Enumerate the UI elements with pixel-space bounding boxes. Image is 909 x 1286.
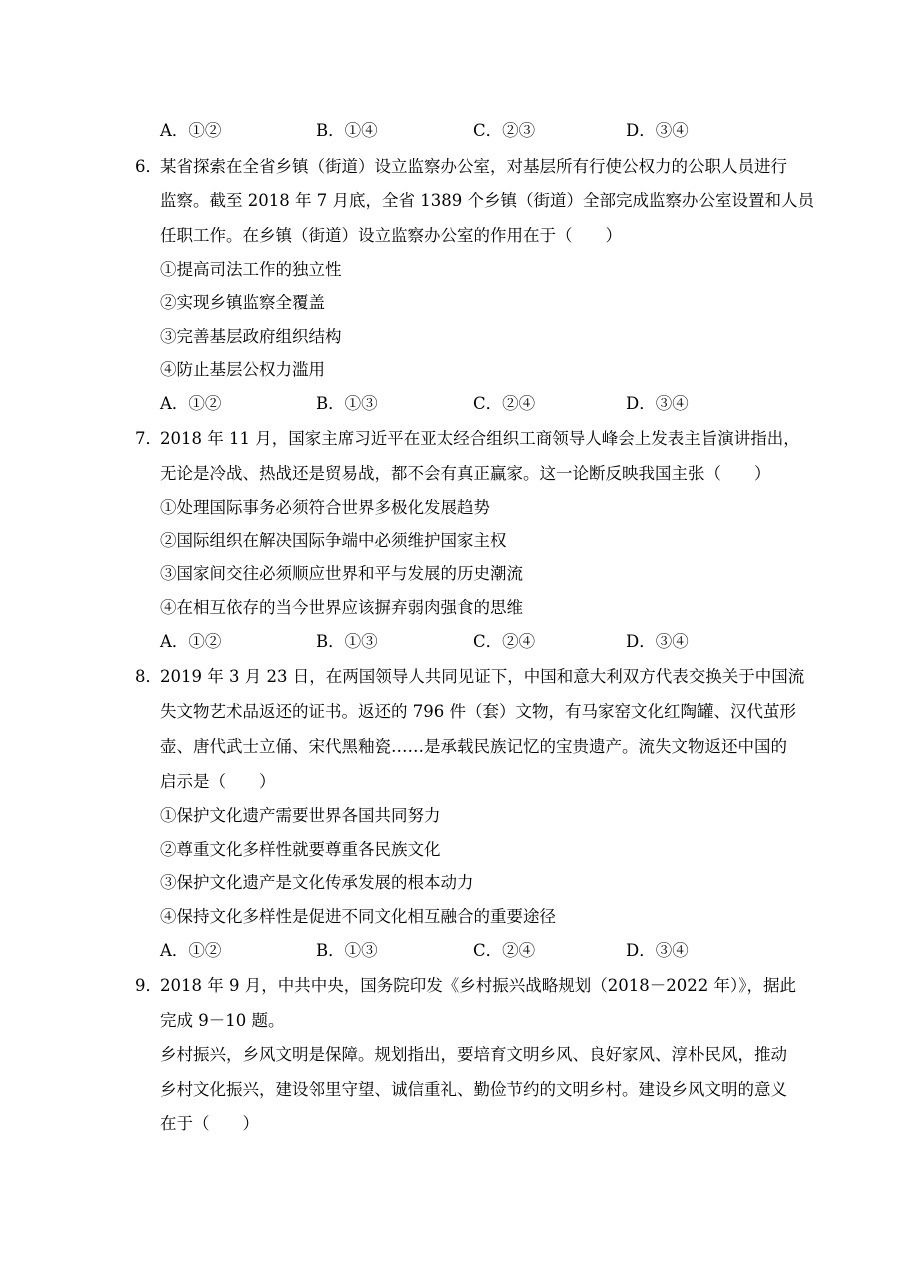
q6-statement: ①提高司法工作的独立性: [160, 260, 342, 279]
q9-number: 9．: [135, 976, 162, 995]
q9-passage-line: 在于（ ）: [160, 1114, 259, 1133]
q8-stem-line: 失文物艺术品返还的证书。返还的 796 件（套）文物，有马家窑文化红陶罐、汉代茧形: [160, 702, 796, 721]
q8-stem-line: 启示是（ ）: [160, 772, 276, 791]
q9-stem-line: 2018 年 9 月，中共中央，国务院印发《乡村振兴战略规划（2018－2022 年）》，据此: [160, 976, 796, 995]
q6-statement: ③完善基层政府组织结构: [160, 327, 342, 346]
q8-stem-line: 2019 年 3 月 23 日，在两国领导人共同见证下，中国和意大利双方代表交换关于中国流: [160, 667, 805, 686]
q6-option-c[interactable]: C．②④: [473, 394, 536, 413]
q8-number: 8．: [135, 667, 162, 686]
q7-statement: ①处理国际事务必须符合世界多极化发展趋势: [160, 498, 490, 517]
q7-option-a[interactable]: A．①②: [160, 632, 222, 651]
q7-options: [160, 631, 800, 653]
q7-number: 7．: [135, 429, 162, 448]
q7-option-b[interactable]: B．①③: [316, 632, 378, 651]
q6-option-d[interactable]: D．③④: [626, 394, 689, 413]
q6-number: 6．: [135, 157, 162, 176]
q7-statement: ④在相互依存的当今世界应该摒弃弱肉强食的思维: [160, 598, 523, 617]
q5-option-b[interactable]: B．①④: [316, 121, 378, 140]
q5-option-c[interactable]: C．②③: [473, 121, 536, 140]
q8-statement: ②尊重文化多样性就要尊重各民族文化: [160, 840, 441, 859]
q8-options: [160, 940, 800, 962]
q6-option-a[interactable]: A．①②: [160, 394, 222, 413]
q5-options: [160, 120, 800, 142]
q6-stem-line: 监察。截至 2018 年 7 月底，全省 1389 个乡镇（街道）全部完成监察办公室设置和人员: [160, 191, 814, 210]
q7-stem-line: 无论是冷战、热战还是贸易战，都不会有真正赢家。这一论断反映我国主张（ ）: [160, 464, 771, 483]
q9-passage-line: 乡村振兴，乡风文明是保障。规划指出，要培育文明乡风、良好家风、淳朴民风，推动: [160, 1045, 787, 1064]
q8-stem-line: 壶、唐代武士立俑、宋代黑釉瓷……是承载民族记忆的宝贵遗产。流失文物返还中国的: [160, 737, 787, 756]
q7-statement: ②国际组织在解决国际争端中必须维护国家主权: [160, 531, 507, 550]
q7-statement: ③国家间交往必须顺应世界和平与发展的历史潮流: [160, 564, 523, 583]
q8-statement: ③保护文化遗产是文化传承发展的根本动力: [160, 873, 474, 892]
q8-statement: ④保持文化多样性是促进不同文化相互融合的重要途径: [160, 907, 556, 926]
q8-statement: ①保护文化遗产需要世界各国共同努力: [160, 806, 441, 825]
q7-option-d[interactable]: D．③④: [626, 632, 689, 651]
q9-stem-line: 完成 9－10 题。: [160, 1011, 285, 1030]
q5-option-d[interactable]: D．③④: [626, 121, 689, 140]
q8-option-d[interactable]: D．③④: [626, 941, 689, 960]
q9-passage-line: 乡村文化振兴，建设邻里守望、诚信重礼、勤俭节约的文明乡村。建设乡风文明的意义: [160, 1080, 787, 1099]
q7-option-c[interactable]: C．②④: [473, 632, 536, 651]
q6-options: [160, 393, 800, 415]
q6-stem-line: 某省探索在全省乡镇（街道）设立监察办公室，对基层所有行使公权力的公职人员进行: [160, 157, 787, 176]
q6-statement: ④防止基层公权力滥用: [160, 360, 325, 379]
q8-option-a[interactable]: A．①②: [160, 941, 222, 960]
q7-stem-line: 2018 年 11 月，国家主席习近平在亚太经合组织工商领导人峰会上发表主旨演讲指出，: [160, 429, 800, 448]
q8-option-c[interactable]: C．②④: [473, 941, 536, 960]
q8-option-b[interactable]: B．①③: [316, 941, 378, 960]
q6-stem-line: 任职工作。在乡镇（街道）设立监察办公室的作用在于（ ）: [160, 226, 622, 245]
q6-statement: ②实现乡镇监察全覆盖: [160, 293, 325, 312]
q5-option-a[interactable]: A．①②: [160, 121, 222, 140]
q6-option-b[interactable]: B．①③: [316, 394, 378, 413]
